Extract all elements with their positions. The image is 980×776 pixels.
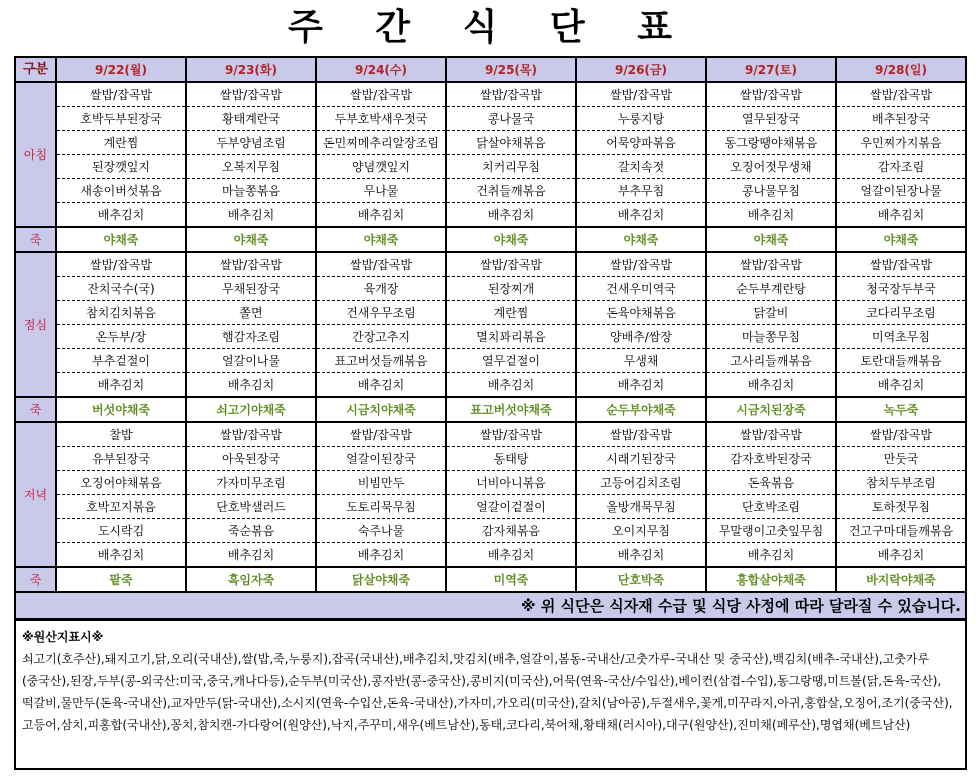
menu-item: 건새우미역국 xyxy=(576,277,706,301)
menu-item: 가자미무조림 xyxy=(186,471,316,495)
congee-item: 표고버섯야채죽 xyxy=(446,397,576,422)
menu-item: 오복지무침 xyxy=(186,155,316,179)
congee-item: 바지락야채죽 xyxy=(836,567,966,592)
congee-label: 죽 xyxy=(15,227,56,252)
menu-item: 무생채 xyxy=(576,349,706,373)
congee-item: 쇠고기야채죽 xyxy=(186,397,316,422)
menu-item: 배추김치 xyxy=(56,543,186,568)
menu-item: 고사리들깨볶음 xyxy=(706,349,836,373)
congee-item: 야채죽 xyxy=(576,227,706,252)
congee-row xyxy=(15,567,966,592)
meal-row xyxy=(15,325,966,349)
congee-item: 야채죽 xyxy=(706,227,836,252)
menu-item: 미역초무침 xyxy=(836,325,966,349)
day-header: 9/24(수) xyxy=(316,57,446,82)
menu-item: 배추김치 xyxy=(316,543,446,568)
menu-item: 배추김치 xyxy=(706,203,836,228)
notice-text: ※ 위 식단은 식자재 수급 및 식당 사정에 따라 달라질 수 있습니다. xyxy=(15,592,966,620)
origin-title: ※원산지표시※ xyxy=(22,630,104,644)
menu-item: 쌀밥/잡곡밥 xyxy=(316,422,446,447)
menu-item: 배추김치 xyxy=(186,203,316,228)
menu-item: 온두부/장 xyxy=(56,325,186,349)
menu-item: 토하젓무침 xyxy=(836,495,966,519)
meal-row xyxy=(15,179,966,203)
menu-item: 배추김치 xyxy=(316,203,446,228)
meal-row xyxy=(15,131,966,155)
menu-item: 얼갈이된장나물 xyxy=(836,179,966,203)
menu-item: 배추김치 xyxy=(706,373,836,398)
congee-row xyxy=(15,397,966,422)
menu-item: 돈민찌메추리알장조림 xyxy=(316,131,446,155)
menu-body xyxy=(15,82,966,592)
meal-row xyxy=(15,447,966,471)
meal-row xyxy=(15,519,966,543)
menu-item: 동그랑땡야채볶음 xyxy=(706,131,836,155)
congee-item: 단호박죽 xyxy=(576,567,706,592)
menu-item: 오이지무침 xyxy=(576,519,706,543)
menu-item: 얼갈이된장국 xyxy=(316,447,446,471)
menu-item: 열무겉절이 xyxy=(446,349,576,373)
menu-item: 시래기된장국 xyxy=(576,447,706,471)
menu-item: 쌀밥/잡곡밥 xyxy=(706,422,836,447)
menu-item: 건취들깨볶음 xyxy=(446,179,576,203)
menu-item: 비빔만두 xyxy=(316,471,446,495)
congee-item: 팥죽 xyxy=(56,567,186,592)
menu-item: 무말랭이고춧잎무침 xyxy=(706,519,836,543)
menu-item: 배추김치 xyxy=(186,543,316,568)
menu-item: 계란찜 xyxy=(56,131,186,155)
menu-item: 쌀밥/잡곡밥 xyxy=(706,82,836,107)
menu-item: 배추김치 xyxy=(56,203,186,228)
menu-item: 올방개묵무침 xyxy=(576,495,706,519)
menu-item: 쌀밥/잡곡밥 xyxy=(576,82,706,107)
origin-box xyxy=(14,618,967,770)
meal-row xyxy=(15,422,966,447)
menu-item: 쌀밥/잡곡밥 xyxy=(316,252,446,277)
meal-row xyxy=(15,107,966,131)
menu-item: 감자호박된장국 xyxy=(706,447,836,471)
menu-item: 열무된장국 xyxy=(706,107,836,131)
congee-item: 야채죽 xyxy=(186,227,316,252)
menu-item: 쌀밥/잡곡밥 xyxy=(56,252,186,277)
meal-row xyxy=(15,495,966,519)
menu-item: 배추김치 xyxy=(576,373,706,398)
day-header: 9/28(일) xyxy=(836,57,966,82)
menu-item: 햄감자조림 xyxy=(186,325,316,349)
menu-item: 만둣국 xyxy=(836,447,966,471)
menu-item: 도시락김 xyxy=(56,519,186,543)
menu-item: 참치두부조림 xyxy=(836,471,966,495)
menu-item: 쌀밥/잡곡밥 xyxy=(186,422,316,447)
menu-item: 배추김치 xyxy=(56,373,186,398)
menu-item: 건고구마대들깨볶음 xyxy=(836,519,966,543)
menu-item: 쌀밥/잡곡밥 xyxy=(446,252,576,277)
congee-item: 흑임자죽 xyxy=(186,567,316,592)
menu-item: 호박꼬지볶음 xyxy=(56,495,186,519)
menu-item: 배추김치 xyxy=(576,543,706,568)
menu-item: 얼갈이겉절이 xyxy=(446,495,576,519)
menu-item: 배추김치 xyxy=(706,543,836,568)
menu-item: 단호박샐러드 xyxy=(186,495,316,519)
menu-item: 아욱된장국 xyxy=(186,447,316,471)
congee-item: 버섯야채죽 xyxy=(56,397,186,422)
menu-item: 된장깻잎지 xyxy=(56,155,186,179)
congee-item: 야채죽 xyxy=(56,227,186,252)
menu-item: 쌀밥/잡곡밥 xyxy=(576,252,706,277)
menu-item: 돈육볶음 xyxy=(706,471,836,495)
menu-item: 건새우무조림 xyxy=(316,301,446,325)
menu-item: 배추된장국 xyxy=(836,107,966,131)
menu-item: 너비아니볶음 xyxy=(446,471,576,495)
meal-row xyxy=(15,301,966,325)
menu-item: 갈치속젓 xyxy=(576,155,706,179)
menu-item: 마늘쫑볶음 xyxy=(186,179,316,203)
menu-item: 배추김치 xyxy=(836,373,966,398)
menu-item: 쌀밥/잡곡밥 xyxy=(836,82,966,107)
menu-item: 쫄면 xyxy=(186,301,316,325)
menu-item: 육개장 xyxy=(316,277,446,301)
menu-item: 콩나물무침 xyxy=(706,179,836,203)
day-header: 9/25(목) xyxy=(446,57,576,82)
menu-item: 쌀밥/잡곡밥 xyxy=(56,82,186,107)
congee-row xyxy=(15,227,966,252)
menu-item: 쌀밥/잡곡밥 xyxy=(446,422,576,447)
menu-item: 배추김치 xyxy=(446,203,576,228)
menu-item: 죽순볶음 xyxy=(186,519,316,543)
menu-item: 마늘쫑무침 xyxy=(706,325,836,349)
menu-item: 멸치꽈리볶음 xyxy=(446,325,576,349)
origin-text: 쇠고기(호주산),돼지고기,닭,오리(국내산),쌀(밥,죽,누룽지),잡곡(국내산),배추김치,맛김치(배추,얼갈이,봄동-국내산/고춧가루-국내산 및 중국산),백김치(배추-국내산),고춧가루(중국산),된장,두부(콩-외국산:미국,중국,캐나다등),순두부(미국산),콩자반(콩-중국산),콩비지(미국산),어묵(연육-국산/수입산),베이컨(삼겹-수입),동그랑땡,미트볼(닭,돈육-국산),떡갈비,물만두(돈육-국내산),교자만두(닭-국내산),소시지(연육-수입산,돈육-국내산),가자미,가오리(미국산),갈치(남아공),두절새우,꽃게,미꾸라지,아귀,홍합살,오징어,조기(중국산),고등어,삼치,피홍합(국내산),꽁치,참치캔-가다랑어(원양산),낙지,주꾸미,새우(베트남산),동태,코다리,북어채,황태채(러시아),대구(원양산),진미채(페루산),명엽채(베트남산) xyxy=(22,652,953,732)
congee-item: 야채죽 xyxy=(446,227,576,252)
menu-item: 계란찜 xyxy=(446,301,576,325)
menu-item: 잔치국수(국) xyxy=(56,277,186,301)
congee-item: 닭살야채죽 xyxy=(316,567,446,592)
meal-row xyxy=(15,349,966,373)
menu-item: 감자조림 xyxy=(836,155,966,179)
menu-item: 무채된장국 xyxy=(186,277,316,301)
menu-item: 숙주나물 xyxy=(316,519,446,543)
page-title: 주 간 식 단 표 xyxy=(287,7,692,48)
menu-item: 쌀밥/잡곡밥 xyxy=(706,252,836,277)
menu-item: 배추김치 xyxy=(576,203,706,228)
congee-item: 미역죽 xyxy=(446,567,576,592)
meal-row xyxy=(15,277,966,301)
menu-item: 동태탕 xyxy=(446,447,576,471)
weekly-menu-table xyxy=(14,56,967,621)
menu-item: 고등어김치조림 xyxy=(576,471,706,495)
menu-item: 청국장두부국 xyxy=(836,277,966,301)
meal-row xyxy=(15,252,966,277)
notice-row xyxy=(15,592,966,620)
menu-item: 닭살야채볶음 xyxy=(446,131,576,155)
congee-item: 녹두죽 xyxy=(836,397,966,422)
congee-label: 죽 xyxy=(15,397,56,422)
meal-row xyxy=(15,471,966,495)
meal-label: 아침 xyxy=(15,82,56,227)
menu-item: 찰밥 xyxy=(56,422,186,447)
menu-item: 쌀밥/잡곡밥 xyxy=(836,422,966,447)
menu-item: 된장찌개 xyxy=(446,277,576,301)
menu-item: 참치김치볶음 xyxy=(56,301,186,325)
menu-item: 황태계란국 xyxy=(186,107,316,131)
menu-item: 표고버섯들깨볶음 xyxy=(316,349,446,373)
menu-item: 도토리묵무침 xyxy=(316,495,446,519)
congee-label: 죽 xyxy=(15,567,56,592)
day-header: 9/23(화) xyxy=(186,57,316,82)
menu-item: 두부양념조림 xyxy=(186,131,316,155)
meal-row xyxy=(15,82,966,107)
menu-item: 코다리무조림 xyxy=(836,301,966,325)
menu-item: 두부호박새우젓국 xyxy=(316,107,446,131)
menu-item: 오징어젓무생채 xyxy=(706,155,836,179)
menu-item: 어묵양파볶음 xyxy=(576,131,706,155)
meal-row xyxy=(15,373,966,398)
menu-item: 양배추/쌈장 xyxy=(576,325,706,349)
menu-item: 배추김치 xyxy=(186,373,316,398)
menu-item: 간장고추지 xyxy=(316,325,446,349)
menu-item: 새송이버섯볶음 xyxy=(56,179,186,203)
congee-item: 시금치야채죽 xyxy=(316,397,446,422)
menu-item: 쌀밥/잡곡밥 xyxy=(576,422,706,447)
menu-item: 부추무침 xyxy=(576,179,706,203)
menu-item: 단호박조림 xyxy=(706,495,836,519)
menu-item: 배추김치 xyxy=(446,373,576,398)
header-row xyxy=(15,57,966,82)
congee-item: 순두부야채죽 xyxy=(576,397,706,422)
meal-row xyxy=(15,203,966,228)
day-header: 9/22(월) xyxy=(56,57,186,82)
menu-item: 배추김치 xyxy=(836,543,966,568)
menu-item: 얼갈이나물 xyxy=(186,349,316,373)
menu-item: 감자채볶음 xyxy=(446,519,576,543)
category-header: 구분 xyxy=(15,57,56,82)
menu-item: 순두부계란탕 xyxy=(706,277,836,301)
menu-item: 쌀밥/잡곡밥 xyxy=(836,252,966,277)
meal-label: 점심 xyxy=(15,252,56,397)
menu-item: 콩나물국 xyxy=(446,107,576,131)
menu-item: 누룽지탕 xyxy=(576,107,706,131)
congee-item: 홍합살야채죽 xyxy=(706,567,836,592)
day-header: 9/26(금) xyxy=(576,57,706,82)
congee-item: 야채죽 xyxy=(836,227,966,252)
menu-item: 닭갈비 xyxy=(706,301,836,325)
menu-item: 호박두부된장국 xyxy=(56,107,186,131)
congee-item: 야채죽 xyxy=(316,227,446,252)
menu-item: 오징어야채볶음 xyxy=(56,471,186,495)
menu-item: 토란대들깨볶음 xyxy=(836,349,966,373)
menu-item: 돈육야채볶음 xyxy=(576,301,706,325)
menu-item: 치커리무침 xyxy=(446,155,576,179)
menu-item: 쌀밥/잡곡밥 xyxy=(316,82,446,107)
menu-item: 유부된장국 xyxy=(56,447,186,471)
menu-item: 쌀밥/잡곡밥 xyxy=(186,252,316,277)
meal-row xyxy=(15,155,966,179)
menu-item: 양념깻잎지 xyxy=(316,155,446,179)
congee-item: 시금치된장죽 xyxy=(706,397,836,422)
menu-item: 부추겉절이 xyxy=(56,349,186,373)
menu-item: 쌀밥/잡곡밥 xyxy=(186,82,316,107)
menu-item: 무나물 xyxy=(316,179,446,203)
menu-item: 배추김치 xyxy=(316,373,446,398)
menu-item: 배추김치 xyxy=(836,203,966,228)
menu-item: 배추김치 xyxy=(446,543,576,568)
meal-label: 저녁 xyxy=(15,422,56,567)
menu-item: 쌀밥/잡곡밥 xyxy=(446,82,576,107)
day-header: 9/27(토) xyxy=(706,57,836,82)
meal-row xyxy=(15,543,966,568)
menu-item: 우민찌가지볶음 xyxy=(836,131,966,155)
